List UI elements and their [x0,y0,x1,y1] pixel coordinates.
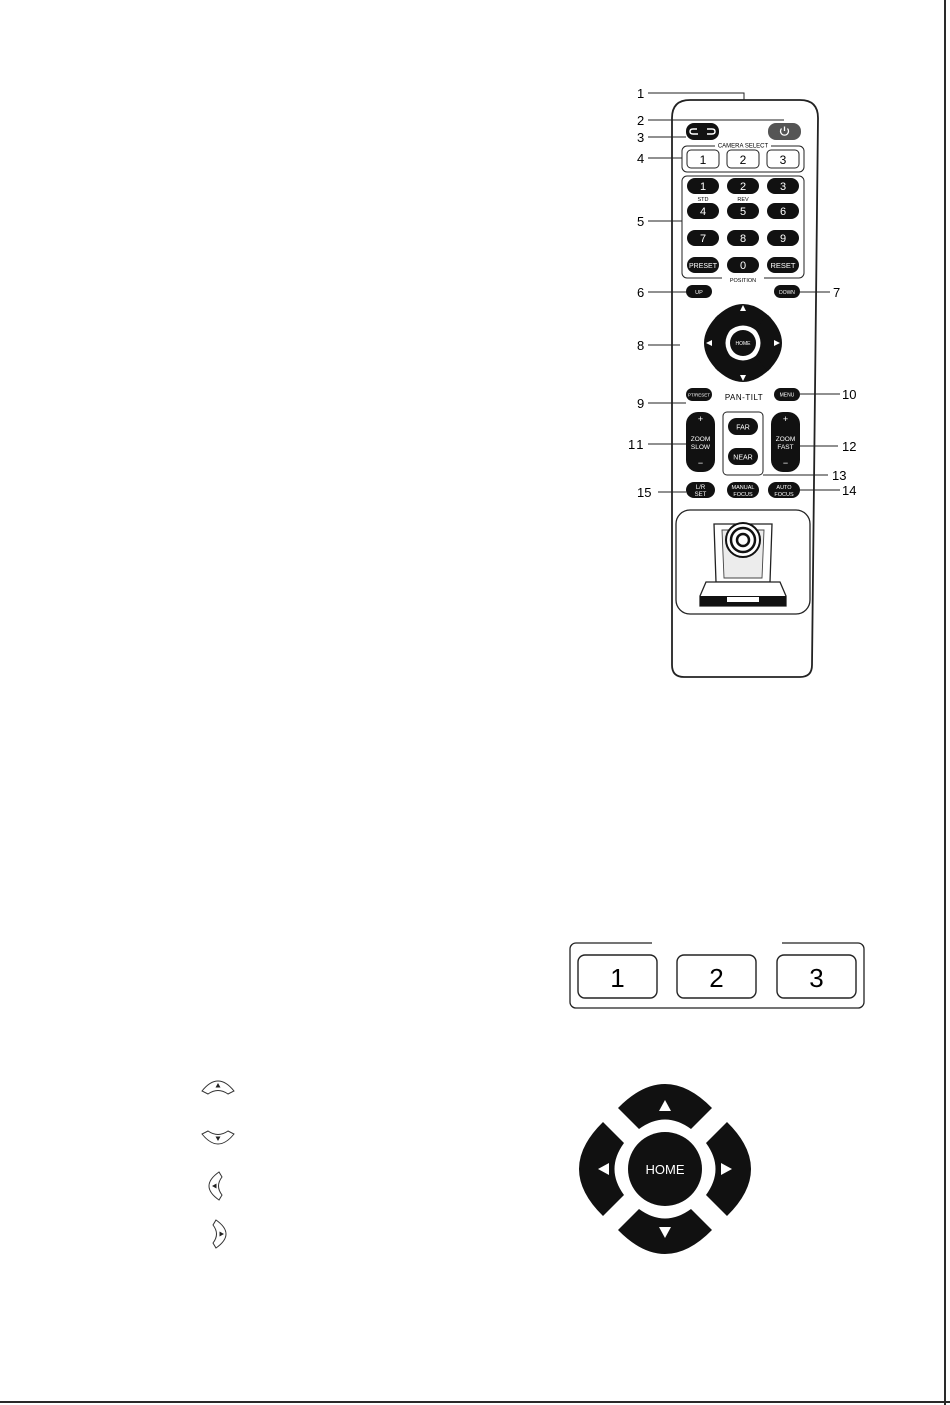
camera-1-label: 1 [699,153,707,167]
numpad-0-label: 0 [739,260,747,272]
camera-select-detail [570,937,864,1008]
zoom-slow-plus: + [697,414,704,424]
camera-2-label: 2 [739,153,747,167]
zoom-fast-minus: − [782,458,789,468]
small-left-arrow-key-icon [209,1172,222,1200]
detail-camera-3-label: 3 [809,963,824,993]
numpad-9-label: 9 [779,233,787,245]
zoom-fast-line1: ZOOM [775,436,796,443]
numpad-5-label: 5 [739,206,747,218]
zoom-slow-line1: ZOOM [690,436,711,443]
lr-set-line2: SET [694,492,707,498]
callout-10: 10 [842,387,857,402]
detail-camera-2-label: 2 [709,963,724,993]
detail-home-label: HOME [645,1162,685,1177]
manual-focus-line1: MANUAL [731,485,755,491]
lr-set-line1: L/R [695,485,706,491]
small-down-arrow-key-icon [202,1131,234,1144]
pan-tilt-label: PAN-TILT [724,393,764,402]
camera-select-detail-gap [652,937,782,949]
zoom-slow-line2: SLOW [690,444,711,451]
up-label: UP [695,290,703,296]
camera-select-label: CAMERA SELECT [717,143,769,150]
numpad-1-label: 1 [699,181,707,193]
numpad-3-label: 3 [779,181,787,193]
small-right-arrow-key-icon [213,1220,226,1248]
callout-11: 11 [628,437,646,452]
callout-1: 1 [637,86,645,101]
callout-7: 7 [833,285,841,300]
numpad-6-label: 6 [779,206,787,218]
callout-6: 6 [637,285,645,300]
position-label: POSITION [729,278,757,284]
menu-label: MENU [779,392,795,399]
small-up-arrow-key-icon [202,1081,234,1094]
rev-sublabel: REV [737,197,749,203]
numpad-8-label: 8 [739,233,747,245]
manual-focus-line2: FOCUS [733,492,753,498]
numpad-7-label: 7 [699,233,707,245]
power-button[interactable] [768,123,801,140]
callout-9: 9 [637,396,645,411]
callout-2: 2 [637,113,645,128]
detail-camera-1-label: 1 [610,963,625,993]
auto-focus-line1: AUTO [776,485,792,491]
camera-3-label: 3 [779,153,787,167]
callout-5: 5 [637,214,645,229]
dpad-detail [579,1084,751,1254]
callout-15: 15 [637,485,652,500]
callout-3: 3 [637,130,645,145]
auto-focus-line2: FOCUS [774,492,794,498]
preset-label: PRESET [688,263,718,270]
callout-4: 4 [637,151,645,166]
numpad-2-label: 2 [739,181,747,193]
near-label: NEAR [733,454,753,462]
far-label: FAR [736,424,750,432]
home-label: HOME [735,341,751,347]
reset-label: RESET [770,261,796,270]
remote-control [672,100,818,677]
callout-12: 12 [842,439,857,454]
std-sublabel: STD [697,197,709,203]
pt-reset-label: PT/RESET [687,392,711,398]
arrow-key-icons [202,1081,234,1248]
numpad-4-label: 4 [699,206,707,218]
zoom-fast-plus: + [782,414,789,424]
zoom-slow-minus: − [697,458,704,468]
zoom-fast-line2: FAST [777,444,794,451]
callout-14: 14 [842,483,857,498]
callout-13: 13 [832,468,847,483]
callout-8: 8 [637,338,645,353]
down-label: DOWN [779,290,795,296]
input-switch-button[interactable] [686,123,719,140]
